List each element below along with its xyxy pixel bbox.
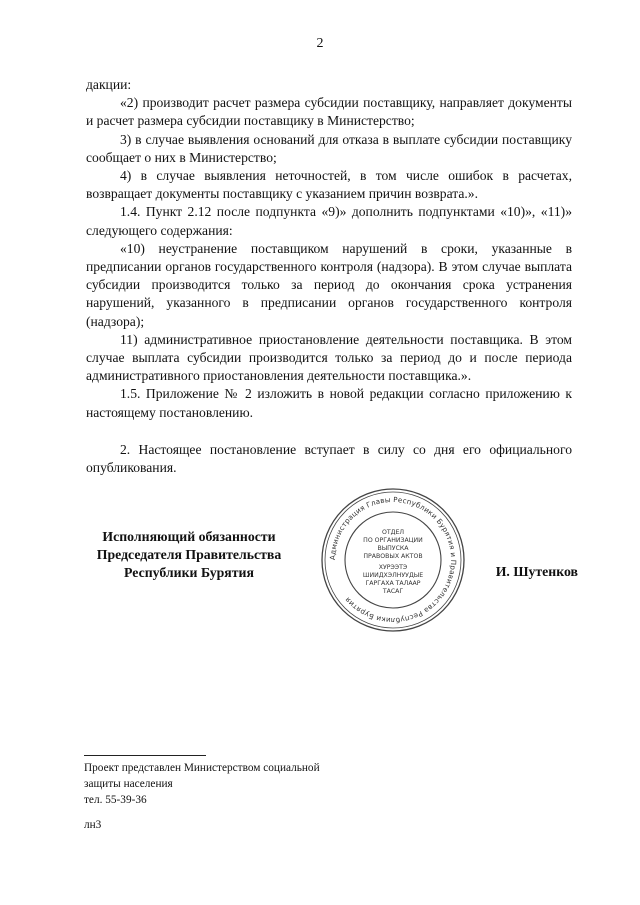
paragraph: 11) административное приостановление деятельности поставщика. В этом случае выплата субсидии производится только за период до и после периода административного приостановления деятельности поставщика.». (86, 331, 572, 384)
seal-center-line: ГАРГАХА ТАЛААР (365, 580, 421, 587)
signatory-name: И. Шутенков (495, 564, 578, 579)
footnote-code: лн3 (84, 819, 102, 831)
paragraph: 4) в случае выявления неточностей, в том числе ошибок в расчетах, возвращает документы поставщику с указанием причин возврата.». (86, 168, 572, 202)
seal-center-line: ШИИДХЭЛНУУДЫЕ (362, 572, 424, 579)
footnote-line: Проект представлен Министерством социальной (84, 762, 320, 774)
signatory-title (84, 528, 294, 582)
signatory-line: Республики Бурятия (124, 565, 254, 580)
seal-center-line: ВЫПУСКА (377, 545, 409, 552)
paragraph: 1.5. Приложение № 2 изложить в новой редакции согласно приложению к настоящему постановлению. (86, 386, 572, 420)
signatory-line: Председателя Правительства (96, 547, 282, 562)
paragraph: 3) в случае выявления оснований для отказа в выплате субсидии поставщику сообщает о них в Министерство; (86, 131, 572, 165)
official-seal-stamp (320, 487, 466, 633)
document-body (86, 76, 572, 477)
seal-center-line: ТАСАГ (382, 588, 404, 595)
footnote-line: защиты населения (84, 778, 173, 790)
page-number: 2 (316, 36, 324, 51)
paragraph: «2) производит расчет размера субсидии поставщику, направляет документы и расчет размера субсидии поставщику в Министерство; (86, 95, 572, 129)
footnote-divider (84, 755, 206, 756)
signatory-line: Исполняющий обязанности (102, 529, 276, 544)
paragraph-continuation: дакции: (86, 77, 132, 92)
seal-ring-text: Администрация Главы Республики Бурятия и Правительства Республики Бурятия (327, 494, 459, 626)
paragraph: 1.4. Пункт 2.12 после подпункта «9)» дополнить подпунктами «10)», «11)» следующего содержания: (86, 204, 572, 238)
paragraph: 2. Настоящее постановление вступает в силу со дня его официального опубликования. (86, 441, 572, 476)
seal-center-line: ХУРЭЭТЭ (378, 564, 408, 571)
seal-center-line: ПРАВОВЫХ АКТОВ (363, 553, 423, 560)
footnote-phone: тел. 55-39-36 (84, 794, 147, 806)
seal-center-line: ПО ОРГАНИЗАЦИИ (363, 537, 423, 544)
footnote (84, 760, 404, 833)
paragraph: «10) неустранение поставщиком нарушений в сроки, указанные в предписании органов государственного контроля (надзора). В этом случае выплата субсидии производится только за период до окончания срока устранения нарушений, указанного в предписании органов государственного контроля (надзора); (86, 240, 572, 329)
seal-center-line: ОТДЕЛ (381, 529, 405, 536)
